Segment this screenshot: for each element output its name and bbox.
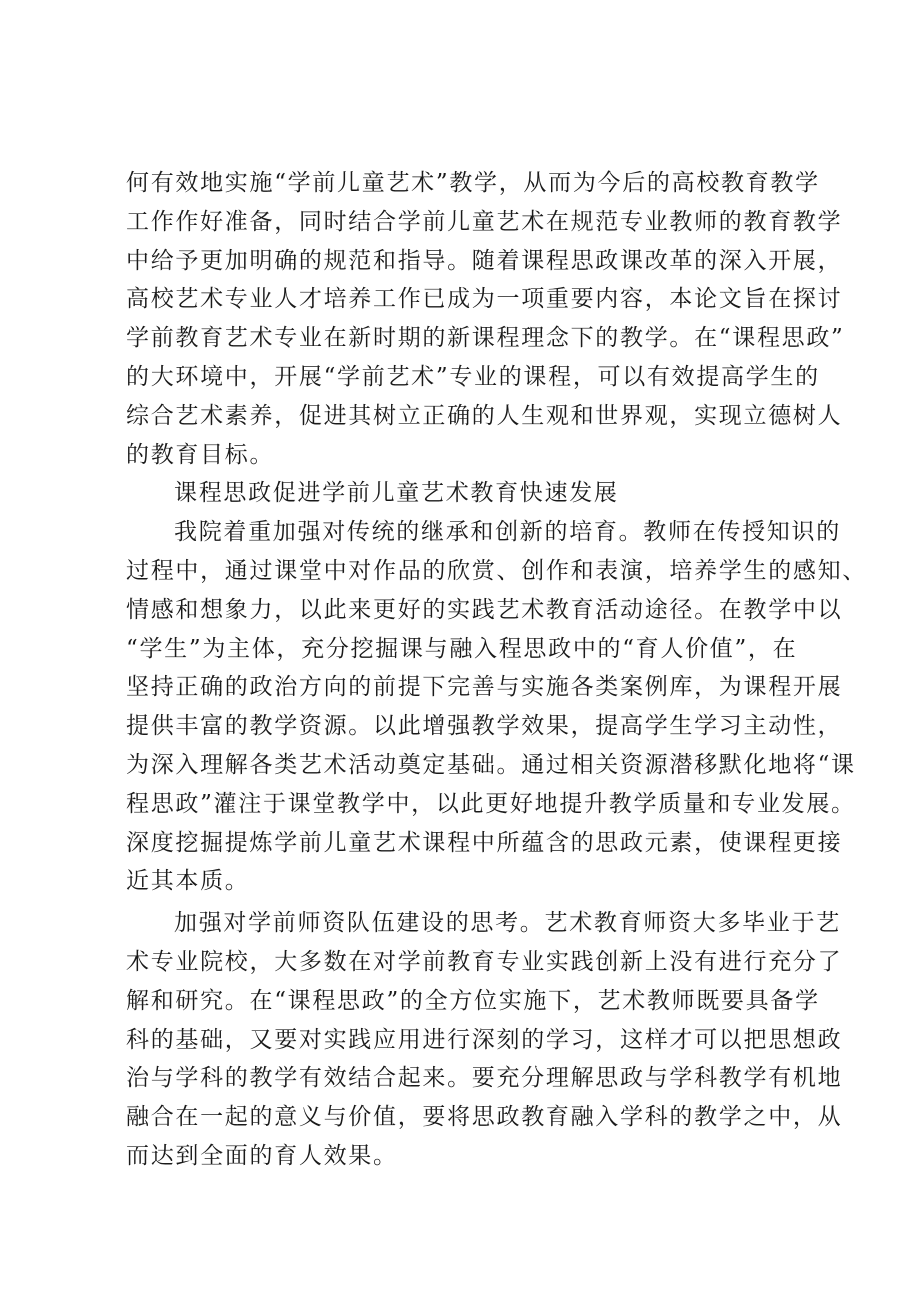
text-line: 而达到全面的育人效果。 <box>126 1142 398 1169</box>
text-line: 科的基础，又要对实践应用进行深刻的学习，这样才可以把思想政 <box>126 1026 843 1053</box>
text-line: 坚持正确的政治方向的前提下完善与实施各类案例库，为课程开展 <box>126 674 843 701</box>
text-line: 中给予更加明确的规范和指导。随着课程思政课改革的深入开展， <box>126 247 843 274</box>
section-heading <box>126 474 816 513</box>
text-line: 的教育目标。 <box>126 441 275 468</box>
text-line: 的大环境中，开展“学前艺术”专业的课程，可以有效提高学生的 <box>126 363 820 390</box>
text-line: 何有效地实施“学前儿童艺术”教学，从而为今后的高校教育教学 <box>126 170 820 196</box>
text-line: 学前教育艺术专业在新时期的新课程理念下的教学。在“课程思政” <box>126 325 845 352</box>
text-line: 高校艺术专业人才培养工作已成为一项重要内容，本论文旨在探讨 <box>126 286 843 313</box>
text-line: 解和研究。在“课程思政”的全方位实施下，艺术教师既要具备学 <box>126 987 820 1014</box>
paragraph-inheritance-innovation <box>126 513 867 901</box>
body-text <box>126 164 867 1176</box>
text-line: 情感和想象力，以此来更好的实践艺术教育活动途径。在教学中以 <box>126 596 843 623</box>
section-heading-text: 课程思政促进学前儿童艺术教育快速发展 <box>174 480 619 507</box>
text-line: 近其本质。 <box>126 868 250 895</box>
text-line: 融合在一起的意义与价值，要将思政教育融入学科的教学之中，从 <box>126 1104 843 1131</box>
paragraph-intro-continued <box>126 164 845 474</box>
text-line: 工作作好准备，同时结合学前儿童艺术在规范专业教师的教育教学 <box>126 208 843 235</box>
paragraph-teacher-team <box>126 904 843 1176</box>
text-line: 综合艺术素养，促进其树立正确的人生观和世界观，实现立德树人 <box>126 402 843 429</box>
text-line: “学生”为主体，充分挖掘课与融入程思政中的“育人价值”，在 <box>126 635 798 662</box>
text-line: 加强对学前师资队伍建设的思考。艺术教育师资大多毕业于艺 <box>174 910 841 937</box>
text-line: 深度挖掘提炼学前儿童艺术课程中所蕴含的思政元素，使课程更接 <box>126 829 843 856</box>
text-line: 提供丰富的教学资源。以此增强教学效果，提高学生学习主动性， <box>126 713 843 740</box>
text-line: 过程中，通过课堂中对作品的欣赏、创作和表演，培养学生的感知、 <box>126 557 867 584</box>
text-line: 我院着重加强对传统的继承和创新的培育。教师在传授知识的 <box>174 519 841 546</box>
text-line: 治与学科的教学有效结合起来。要充分理解思政与学科教学有机地 <box>126 1065 843 1092</box>
text-line: 术专业院校，大多数在对学前教育专业实践创新上没有进行充分了 <box>126 948 843 975</box>
text-line: 为深入理解各类艺术活动奠定基础。通过相关资源潜移默化地将“课 <box>126 751 856 778</box>
text-line: 程思政”灌注于课堂教学中，以此更好地提升教学质量和专业发展。 <box>126 790 856 817</box>
